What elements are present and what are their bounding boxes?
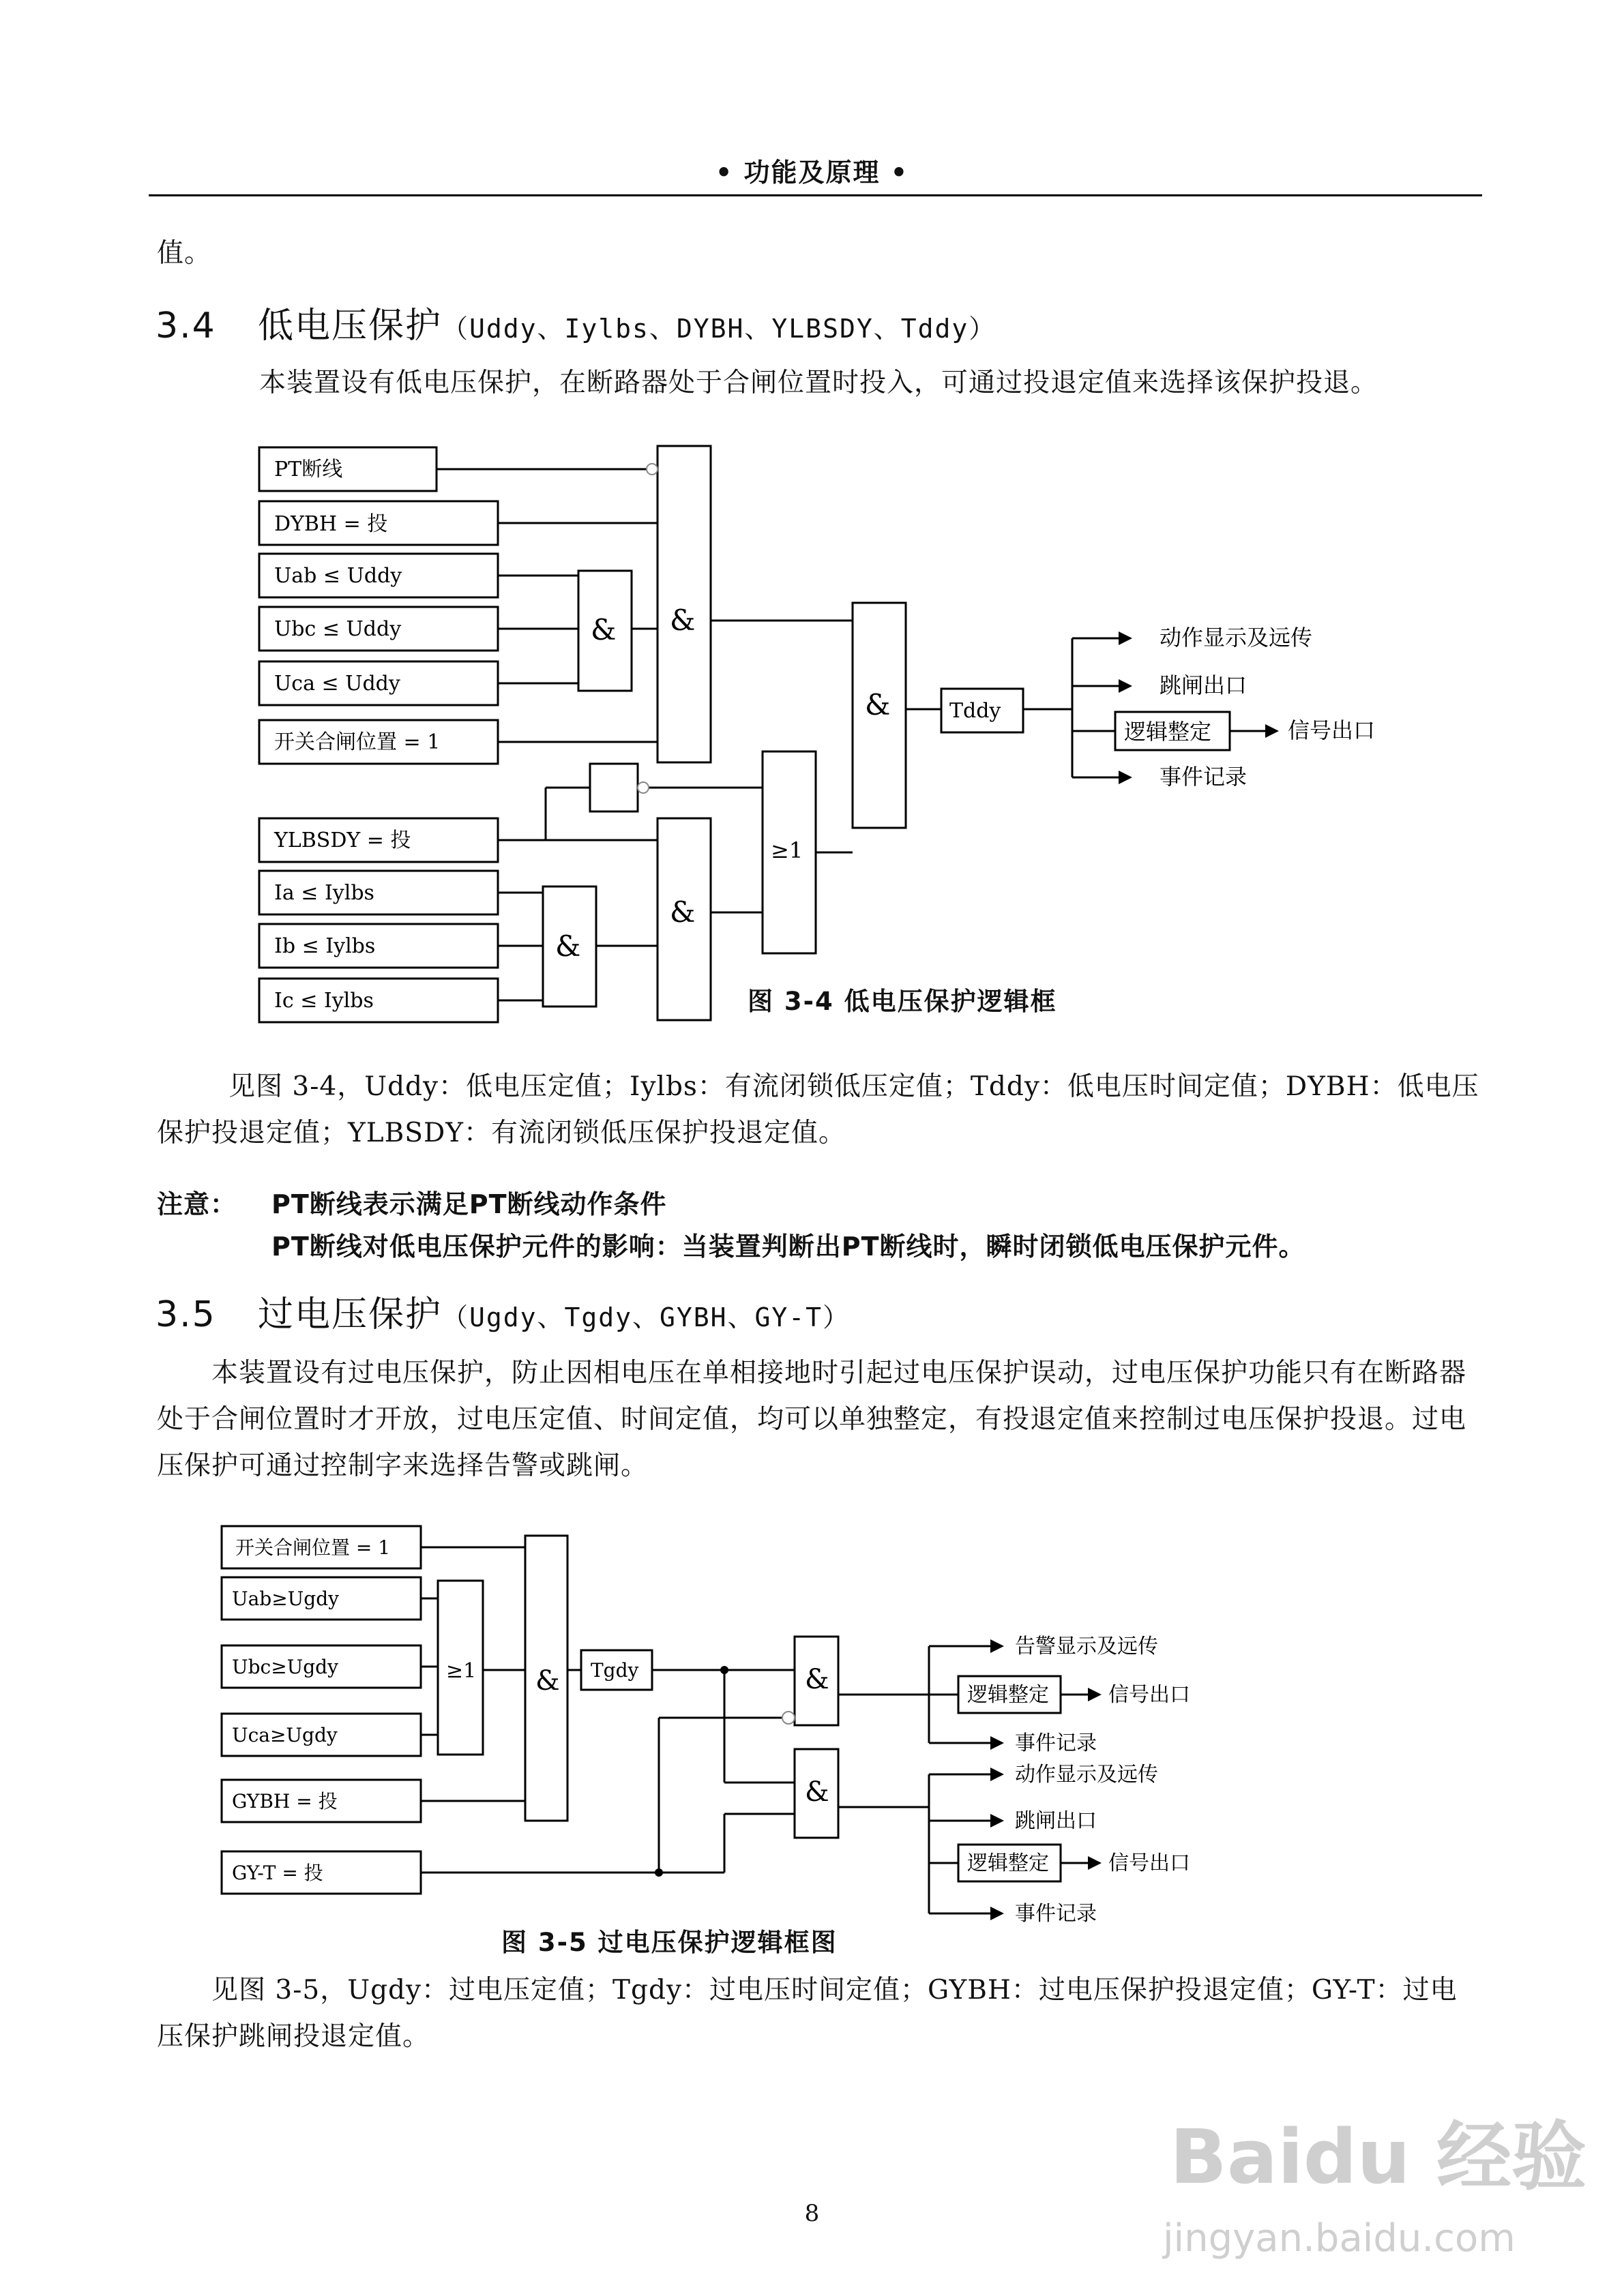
fig35-and-label: & (535, 1665, 560, 1697)
fig34-logic-label: 逻辑整定 (1124, 719, 1212, 745)
fig34-and-label: & (670, 603, 696, 637)
fig34-timer-label: Tddy (949, 699, 1001, 723)
figure-3-5-caption: 图 3-5 过电压保护逻辑框图 (501, 1928, 838, 1957)
fig34-input-label: Uca ≤ Uddy (274, 672, 400, 696)
fig34-input-label: Uab ≤ Uddy (274, 564, 402, 588)
fig35-input-label: Uab≥Ugdy (232, 1587, 339, 1610)
fig34-input-label: PT断线 (274, 458, 343, 481)
page-header: • 功能及原理 • (715, 158, 909, 188)
section-number: 3.5 (156, 1294, 216, 1335)
section-3-5-paragraph: 本装置设有过电压保护，防止因相电压在单相接地时引起过电压保护误动，过电压保护功能只有在断路器处于合闸位置时才开放，过电压定值、时间定值，均可以单独整定，有投退定值来控制过电压保护投退。过电压保护可通过控制字来选择告警或跳闸。 (157, 1358, 1467, 1481)
fig35-logic-label: 逻辑整定 (967, 1851, 1049, 1875)
fig34-inverter-box (590, 764, 638, 811)
figure-3-4-diagram (0, 0, 1624, 1043)
fig34-input-label: DYBH = 投 (274, 512, 388, 536)
fig35-input-label: Uca≥Ugdy (232, 1724, 338, 1746)
intro-fragment: 值。 (157, 238, 212, 269)
note-label: 注意： (157, 1189, 237, 1219)
fig35-output-label: 信号出口 (1108, 1851, 1190, 1875)
section-title: 过电压保护 (258, 1294, 443, 1335)
fig34-input-label: Ic ≤ Iylbs (274, 989, 374, 1013)
fig35-input-label: Ubc≥Ugdy (232, 1656, 338, 1678)
section-3-5-heading (156, 1285, 850, 1337)
fig34-output-label: 跳闸出口 (1160, 672, 1247, 698)
section-subtitle: （Uddy、Iylbs、DYBH、YLBSDY、Tddy） (442, 314, 996, 344)
fig34-or-label: ≥1 (771, 837, 803, 863)
section-title: 低电压保护 (258, 305, 443, 346)
section-3-4-paragraph: 本装置设有低电压保护，在断路器处于合闸位置时投入，可通过投退定值来选择该保护投退。 (259, 368, 1378, 398)
fig35-timer-label: Tgdy (591, 1659, 639, 1682)
figure-3-4-caption: 图 3-4 低电压保护逻辑框 (748, 987, 1057, 1016)
section-number: 3.4 (156, 305, 216, 346)
fig34-and-label: & (591, 613, 617, 646)
fig35-output-label: 告警显示及远传 (1015, 1635, 1158, 1658)
fig35-or-label: ≥1 (446, 1659, 477, 1683)
fig34-input-label: Ia ≤ Iylbs (274, 881, 374, 905)
watermark-logo: Baidu 经验 (1170, 2113, 1587, 2201)
fig34-and-label: & (555, 929, 581, 963)
fig35-output-label: 事件记录 (1015, 1731, 1097, 1755)
fig35-logic-label: 逻辑整定 (967, 1683, 1049, 1707)
watermark-url: jingyan.baidu.com (1163, 2216, 1516, 2261)
note-line-1: PT断线表示满足PT断线动作条件 (271, 1189, 667, 1219)
fig34-input-label: 开关合闸位置 = 1 (274, 730, 441, 754)
fig35-input-label: 开关合闸位置 = 1 (235, 1536, 391, 1559)
figure-3-4-description: 见图 3-4，Uddy：低电压定值；Iylbs：有流闭锁低压定值；Tddy：低电压时间定值；DYBH：低电压保护投退定值；YLBSDY：有流闭锁低压保护投退定值。 (157, 1071, 1479, 1148)
fig35-output-label: 跳闸出口 (1015, 1809, 1097, 1833)
fig35-output-label: 信号出口 (1108, 1683, 1190, 1707)
fig35-input-label: GYBH = 投 (232, 1790, 338, 1813)
fig35-input-label: GY-T = 投 (232, 1862, 323, 1884)
page-number: 8 (804, 2200, 820, 2227)
fig35-output-label: 事件记录 (1015, 1902, 1097, 1926)
fig34-and-label: & (865, 688, 891, 721)
fig34-and-label: & (670, 895, 696, 929)
fig34-input-label: YLBSDY = 投 (274, 829, 411, 852)
fig34-input-label: Ubc ≤ Uddy (274, 617, 402, 641)
fig34-input-label: Ib ≤ Iylbs (274, 934, 376, 958)
fig35-output-label: 动作显示及远传 (1015, 1763, 1158, 1787)
fig34-output-label: 信号出口 (1288, 717, 1376, 743)
section-subtitle: （Ugdy、Tgdy、GYBH、GY-T） (442, 1302, 851, 1332)
figure-3-5-description: 见图 3-5，Ugdy：过电压定值；Tgdy：过电压时间定值；GYBH：过电压保护投退定值；GY-T：过电压保护跳闸投退定值。 (157, 1975, 1458, 2052)
figure-3-5-diagram (0, 1500, 1624, 1937)
fig34-output-label: 事件记录 (1160, 764, 1247, 790)
fig35-and-label: & (805, 1776, 829, 1808)
fig35-and-label: & (805, 1664, 829, 1695)
fig34-output-label: 动作显示及远传 (1160, 625, 1313, 651)
note-line-2: PT断线对低电压保护元件的影响：当装置判断出PT断线时，瞬时闭锁低电压保护元件。 (271, 1232, 1305, 1262)
